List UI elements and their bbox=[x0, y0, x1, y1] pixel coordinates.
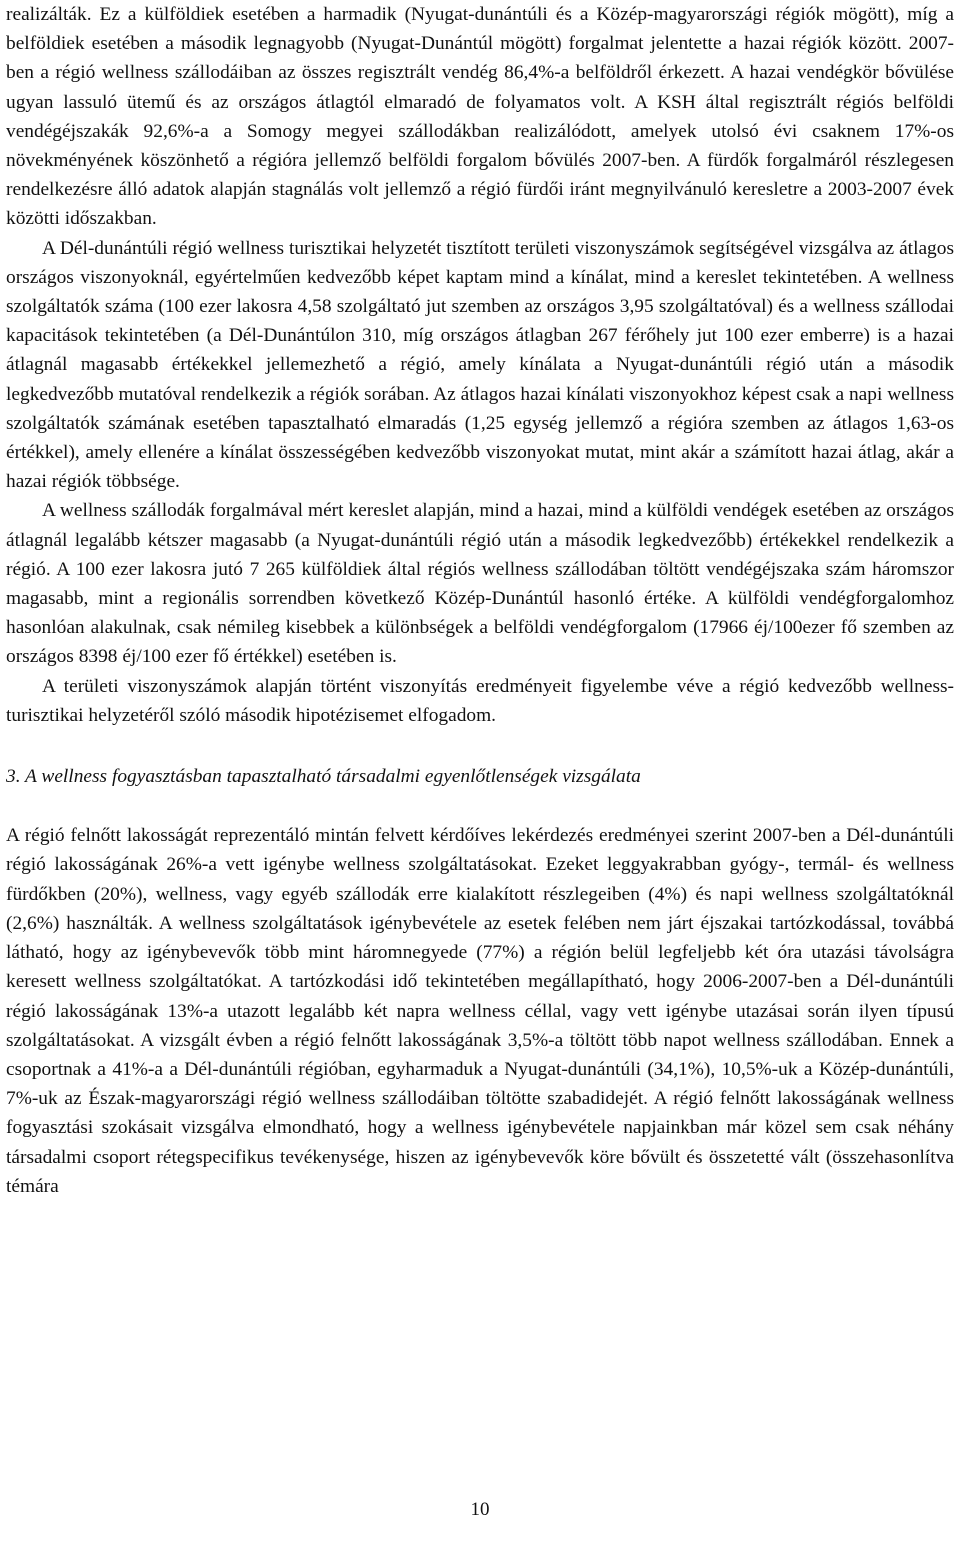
page-number: 10 bbox=[470, 1499, 490, 1520]
body-paragraph-4: A területi viszonyszámok alapján történt viszonyítás eredményeit figyelembe véve a régió kedvezőbb wellness-turisztikai helyzetéről szóló második hipotézisemet elfogadom. bbox=[6, 675, 954, 726]
body-paragraph-5: A régió felnőtt lakosságát reprezentáló mintán felvett kérdőíves lekérdezés eredményei szerint 2007-ben a Dél-dunántúli régió lakosságának 26%-a vett igénybe wellness szolgáltatásokat. Ezeket leggyakrabban gyógy-, termál- és wellness fürdőkben (20%), wellness, vagy egyéb szállodák erre kialakított részlegeiben (4%) és napi wellness szolgáltatóknál (2,6%) használták. A wellness szolgáltatások igénybevétele az esetek felében nem járt éjszakai tartózkodással, továbbá látható, hogy az igénybevevők több mint háromnegyede (77%) a régión belül legfeljebb két óra utazási távolságra keresett wellness szolgáltatókat. A tartózkodási idő tekintetében megállapítható, hogy 2006-2007-ben a Dél-dunántúli régió lakosságának 13%-a utazott legalább két napra wellness céllal, vagy vett igénybe utazásai során ilyen típusú szolgáltatásokat. A vizsgált évben a régió felnőtt lakosságának 3,5%-a töltött több napot wellness szállodában. Ennek a csoportnak a 41%-a a Dél-dunántúli régióban, egyharmaduk a Nyugat-dunántúli (34,1%), 10,5%-uk a Közép-dunántúli, 7%-uk az Észak-magyarországi régió wellness szállodáiban töltötte szabadidejét. A régió felnőtt lakosságának wellness fogyasztási szokásait vizsgálva elmondható, hogy a wellness igénybevétele napjainkban már közel sem csak néhány társadalmi csoport rétegspecifikus tevékenysége, hiszen az igénybevevők köre bővült és összetetté vált (összehasonlítva témára bbox=[6, 825, 954, 1197]
body-paragraph-3: A wellness szállodák forgalmával mért kereslet alapján, mind a hazai, mind a külföldi vendégek esetében az országos átlagnál legalább kétszer magasabb (a Nyugat-dunántúli régió után a második legkedvezőbb) értékekkel rendelkezik a régió. A 100 ezer lakosra jutó 7 265 külföldiek által régiós wellness szállodában töltött vendégéjszaka szám háromszor magasabb, mint a regionális sorrendben következő Közép-Dunántúl hasonló értéke. A külföldi vendégforgalomhoz hasonlóan alakulnak, csak némileg kisebbek a különbségek a belföldi vendégforgalom (17966 éj/100ezer fő szemben az országos 8398 éj/100 ezer fő értékkel) esetében is. bbox=[6, 500, 954, 668]
body-paragraph-2: A Dél-dunántúli régió wellness turisztikai helyzetét tisztított területi viszonyszámok segítségével vizsgálva az átlagos országos viszonyoknál, egyértelműen kedvezőbb képet kaptam mind a kínálat, mind a kereslet tekintetében. A wellness szolgáltatók száma (100 ezer lakosra 4,58 szolgáltató jut szemben az országos 3,95 szolgáltatóval) és a wellness szállodai kapacitások tekintetében (a Dél-Dunántúlon 310, míg országos átlagban 267 férőhely jut 100 ezer emberre) is a hazai átlagnál magasabb értékekkel jellemezhető a régió, amely kínálata a Nyugat-dunántúli régió után a második legkedvezőbb mutatóval rendelkezik a régiók sorában. Az átlagos hazai kínálati viszonyokhoz képest csak a napi wellness szolgáltatók számának esetében tapasztalható elmaradás (1,25 egység jellemző a régióra szemben az átlagos 1,63-os értékkel), amely ellenére a kínálat összességében kedvezőbb viszonyokat mutat, mint akár a számított hazai átlag, akár a hazai régiók többsége. bbox=[6, 237, 954, 493]
section-heading: 3. A wellness fogyasztásban tapasztalható társadalmi egyenlőtlenségek vizsgálata bbox=[6, 766, 641, 788]
document-page bbox=[6, 0, 954, 1201]
body-paragraph-1: realizálták. Ez a külföldiek esetében a harmadik (Nyugat-dunántúli és a Közép-magyarországi régiók mögött), míg a belföldiek esetében a második legnagyobb (Nyugat-Dunántúl mögött) forgalmat jelentette a hazai régiók között. 2007-ben a régió wellness szállodáiban az összes regisztrált vendég 86,4%-a belföldről érkezett. A hazai vendégkör bővülése ugyan lassuló ütemű és az országos átlagtól elmaradó de folyamatos volt. A KSH által regisztrált régiós belföldi vendégéjszakák 92,6%-a a Somogy megyei szállodákban realizálódott, amelyek utolsó évi csaknem 17%-os növekményének köszönhető a régióra jellemző belföldi forgalom bővülés 2007-ben. A fürdők forgalmáról részlegesen rendelkezésre álló adatok alapján stagnálás volt jellemző a régió fürdői iránt megnyilvánuló keresletre a 2003-2007 évek közötti időszakban. bbox=[6, 4, 954, 230]
